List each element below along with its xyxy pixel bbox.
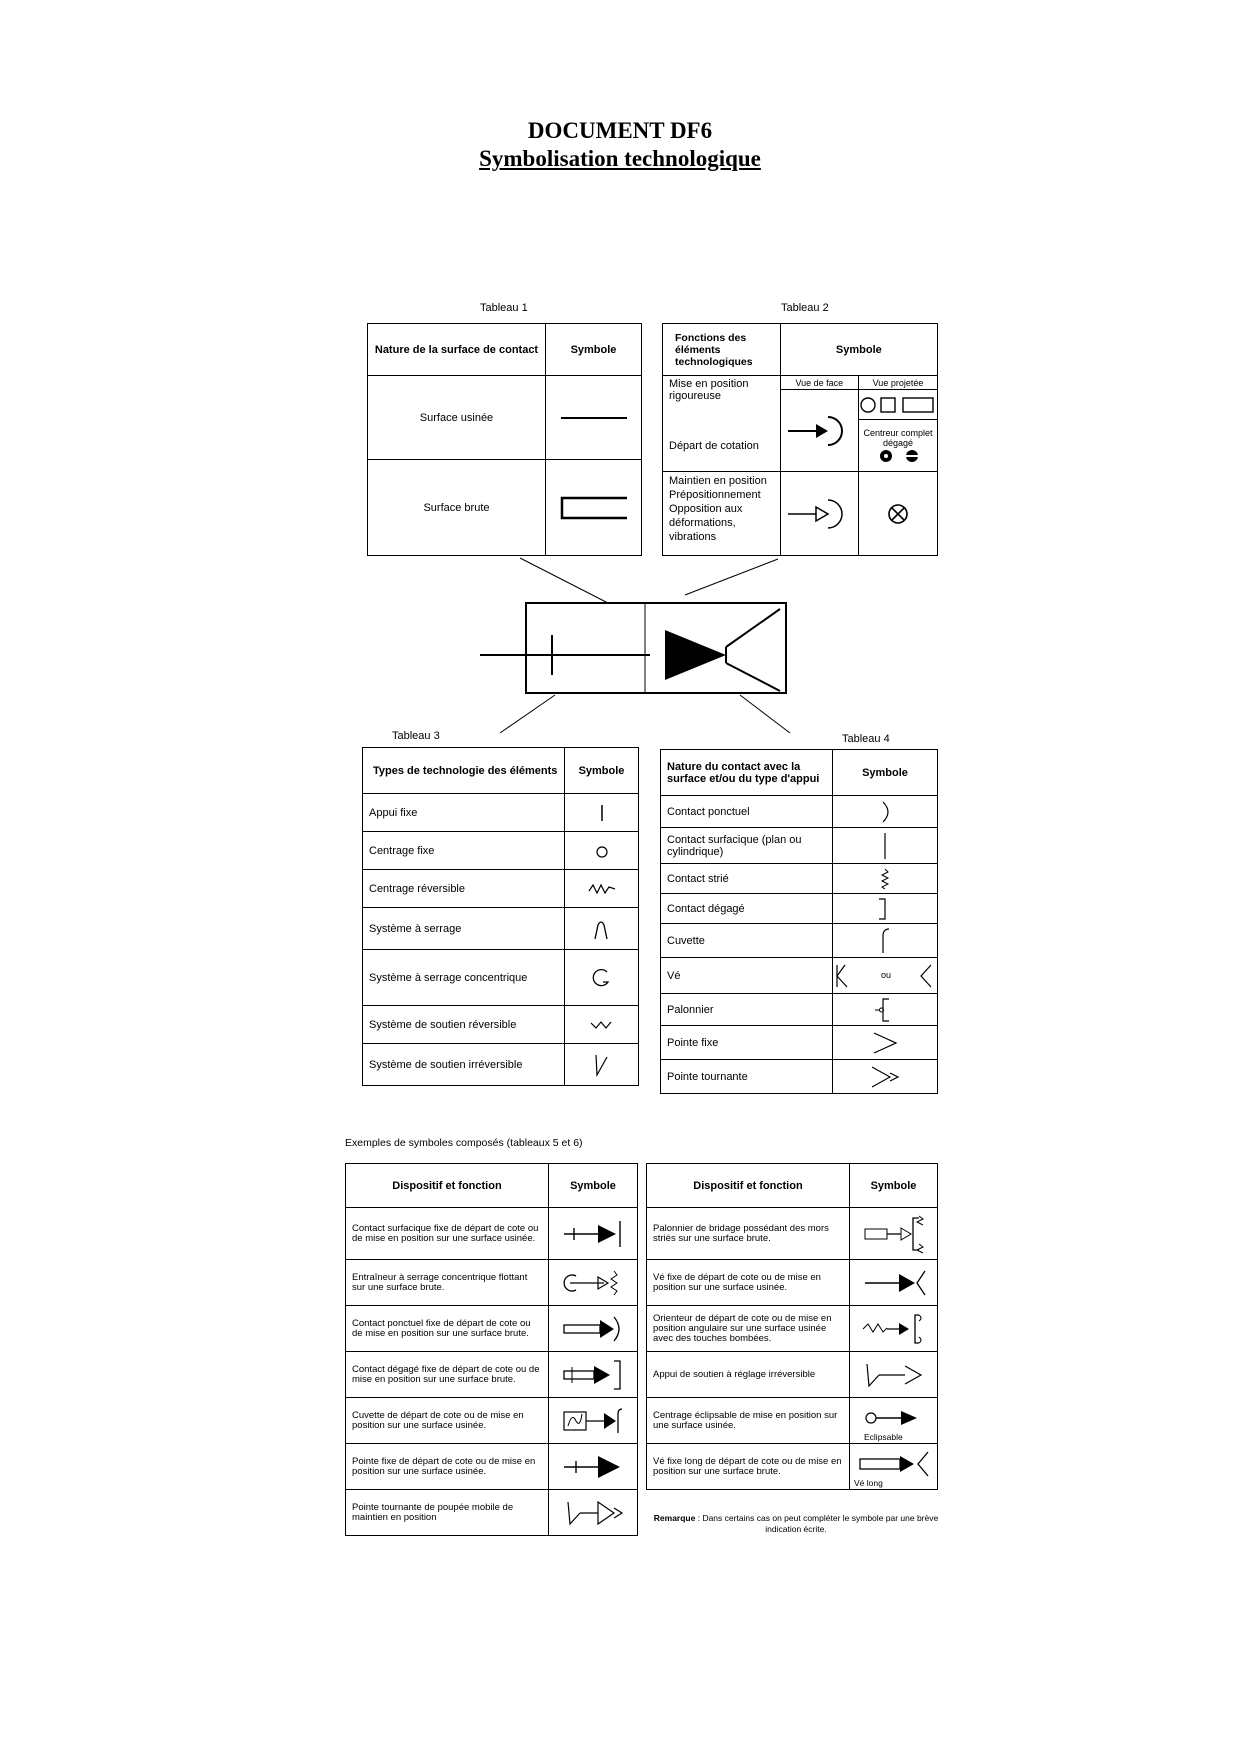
- examples-right-table: [646, 1163, 938, 1490]
- bracket-icon: [559, 495, 629, 521]
- example-left-row: Contact dégagé fixe de départ de cote ou de mise en position sur une surface brute.: [346, 1352, 549, 1398]
- example-right-row: Vé fixe de départ de cote ou de mise en position sur une surface usinée.: [647, 1260, 850, 1306]
- composite-soutien-icon: [859, 1360, 929, 1390]
- remarque-text: : Dans certains cas on peut compléter le symbole par une brève indication écrite.: [697, 1513, 939, 1534]
- composite-palonnier-icon: [859, 1214, 929, 1254]
- mise-en-position-symbol: [780, 390, 858, 472]
- example-right-row: Centrage éclipsable de mise en position sur une surface usinée.: [647, 1398, 850, 1444]
- tableau3-col2: Symbole: [565, 748, 639, 794]
- composite-degage-icon: [558, 1358, 628, 1392]
- composite-entraineur-icon: [558, 1268, 628, 1298]
- tableau2-row1-a: Mise en position rigoureuse: [669, 378, 749, 402]
- ve-ou-label: ou: [881, 970, 892, 980]
- examples-caption: Exemples de symboles composés (tableaux 5 et 6): [345, 1137, 583, 1149]
- systeme-serrage-icon: [592, 917, 612, 941]
- example-left-row: Contact ponctuel fixe de départ de cote ou de mise en position sur une surface brute.: [346, 1306, 549, 1352]
- tableau2-col2: Symbole: [780, 324, 937, 376]
- composite-orienteur-icon: [859, 1312, 929, 1346]
- remarque-label: Remarque: [653, 1513, 696, 1523]
- maintien-symbol: [780, 472, 858, 556]
- tableau3-row-label: Système à serrage concentrique: [363, 950, 565, 1006]
- composite-symbol-diagram: [460, 555, 800, 735]
- tableau3-row-label: Système à serrage: [363, 908, 565, 950]
- eclipsable-label: Eclipsable: [864, 1432, 903, 1442]
- vue-de-face-label: Vue de face: [780, 376, 858, 390]
- tableau3-row-label: Centrage réversible: [363, 870, 565, 908]
- example-left-row: Contact surfacique fixe de départ de cote ou de mise en position sur une surface usinée.: [346, 1208, 549, 1260]
- soutien-reversible-icon: [589, 1018, 615, 1032]
- tableau3-caption: Tableau 3: [392, 730, 440, 742]
- cuvette-icon: [875, 926, 895, 956]
- centreur-label: Centreur complet dégagé: [863, 427, 933, 448]
- examples-left-col1: Dispositif et fonction: [346, 1164, 549, 1208]
- tableau2-row2: Maintien en position Prépositionnement Opposition aux déformations, vibrations: [663, 472, 781, 556]
- tableau4-row-label: Contact surfacique (plan ou cylindrique): [661, 828, 833, 864]
- centrage-reversible-icon: [587, 881, 617, 897]
- examples-right-col1: Dispositif et fonction: [647, 1164, 850, 1208]
- tableau4-caption: Tableau 4: [842, 733, 890, 745]
- example-right-row: Appui de soutien à réglage irréversible: [647, 1352, 850, 1398]
- soutien-irreversible-icon: [592, 1053, 612, 1077]
- composite-ponctuel-icon: [558, 1314, 628, 1344]
- surface-brute-symbol: [546, 460, 642, 556]
- tableau1-row-label: Surface brute: [368, 460, 546, 556]
- composite-ve-icon: [859, 1268, 929, 1298]
- tableau3-row-label: Centrage fixe: [363, 832, 565, 870]
- pointe-fixe-icon: [870, 1030, 900, 1056]
- example-left-row: Pointe tournante de poupée mobile de maintien en position: [346, 1490, 549, 1536]
- centrage-fixe-icon: [592, 841, 612, 861]
- tableau3-row-label: Système de soutien réversible: [363, 1006, 565, 1044]
- document-subtitle: Symbolisation technologique: [479, 146, 761, 171]
- maintien-projetee-symbol: [859, 472, 938, 556]
- example-right-row: Palonnier de bridage possédant des mors striés sur une surface brute.: [647, 1208, 850, 1260]
- contact-surfacique-icon: [875, 831, 895, 861]
- tableau2-col1: Fonctions des éléments technologiques: [663, 324, 781, 376]
- examples-left-table: [345, 1163, 638, 1536]
- tableau1-caption: Tableau 1: [480, 302, 528, 314]
- tableau1: [367, 323, 642, 556]
- tableau1-col2: Symbole: [546, 324, 642, 376]
- tableau4-col2: Symbole: [833, 750, 938, 796]
- example-right-row: Orienteur de départ de cote ou de mise en position angulaire sur une surface usinée avec des touches bombées.: [647, 1306, 850, 1352]
- circle-square-rectangle-icon: [859, 396, 937, 414]
- tableau4-row-label: Pointe tournante: [661, 1060, 833, 1094]
- palonnier-icon: [873, 996, 897, 1024]
- tableau3: [362, 747, 639, 1086]
- tableau4-col1: Nature du contact avec la surface et/ou du type d'appui: [661, 750, 833, 796]
- example-left-row: Entraîneur à serrage concentrique flottant sur une surface brute.: [346, 1260, 549, 1306]
- tableau2: [662, 323, 938, 556]
- example-right-row: Vé fixe long de départ de cote ou de mise en position sur une surface brute.: [647, 1444, 850, 1490]
- centreur-icons: [868, 448, 928, 464]
- tableau3-row-label: Appui fixe: [363, 794, 565, 832]
- tableau1-col1: Nature de la surface de contact: [368, 324, 546, 376]
- example-left-row: Cuvette de départ de cote ou de mise en position sur une surface usinée.: [346, 1398, 549, 1444]
- vue-projetee-shapes: [859, 390, 938, 420]
- composite-pointe-tournante-icon: [558, 1498, 628, 1528]
- examples-left-col2: Symbole: [549, 1164, 638, 1208]
- tableau4-row-label: Pointe fixe: [661, 1026, 833, 1060]
- examples-right-col2: Symbole: [850, 1164, 938, 1208]
- remarque: [646, 1513, 946, 1535]
- open-arrow-support-icon: [786, 492, 852, 536]
- tableau4-row-label: Palonnier: [661, 994, 833, 1026]
- tableau3-row-label: Système de soutien irréversible: [363, 1044, 565, 1086]
- tableau2-caption: Tableau 2: [781, 302, 829, 314]
- tableau4-row-label: Contact strié: [661, 864, 833, 894]
- ve-long-label: Vé long: [854, 1478, 883, 1488]
- surface-usinee-symbol: [546, 376, 642, 460]
- arrow-support-icon: [786, 409, 852, 453]
- document-title: DOCUMENT DF6: [527, 118, 713, 143]
- tableau3-col1: Types de technologie des éléments: [363, 748, 565, 794]
- pointe-tournante-icon: [868, 1064, 902, 1090]
- vue-projetee-label: Vue projetée: [859, 376, 938, 390]
- serrage-concentrique-icon: [591, 967, 613, 989]
- tableau4-row-label: Contact dégagé: [661, 894, 833, 924]
- tableau4-row-label: Vé: [661, 958, 833, 994]
- contact-ponctuel-icon: [875, 800, 895, 824]
- tableau1-row-label: Surface usinée: [368, 376, 546, 460]
- composite-surface-icon: [558, 1219, 628, 1249]
- circle-cross-icon: [886, 502, 910, 526]
- composite-pointe-fixe-icon: [558, 1452, 628, 1482]
- line-icon: [559, 411, 629, 425]
- appui-fixe-icon: [592, 803, 612, 823]
- contact-strie-icon: [875, 867, 895, 891]
- tableau4-row-label: Cuvette: [661, 924, 833, 958]
- tableau2-row1-b: Départ de cotation: [669, 440, 759, 452]
- example-left-row: Pointe fixe de départ de cote ou de mise en position sur une surface usinée.: [346, 1444, 549, 1490]
- tableau4-row-label: Contact ponctuel: [661, 796, 833, 828]
- composite-cuvette-icon: [558, 1406, 628, 1436]
- contact-degage-icon: [875, 896, 895, 922]
- tableau4: [660, 749, 938, 1094]
